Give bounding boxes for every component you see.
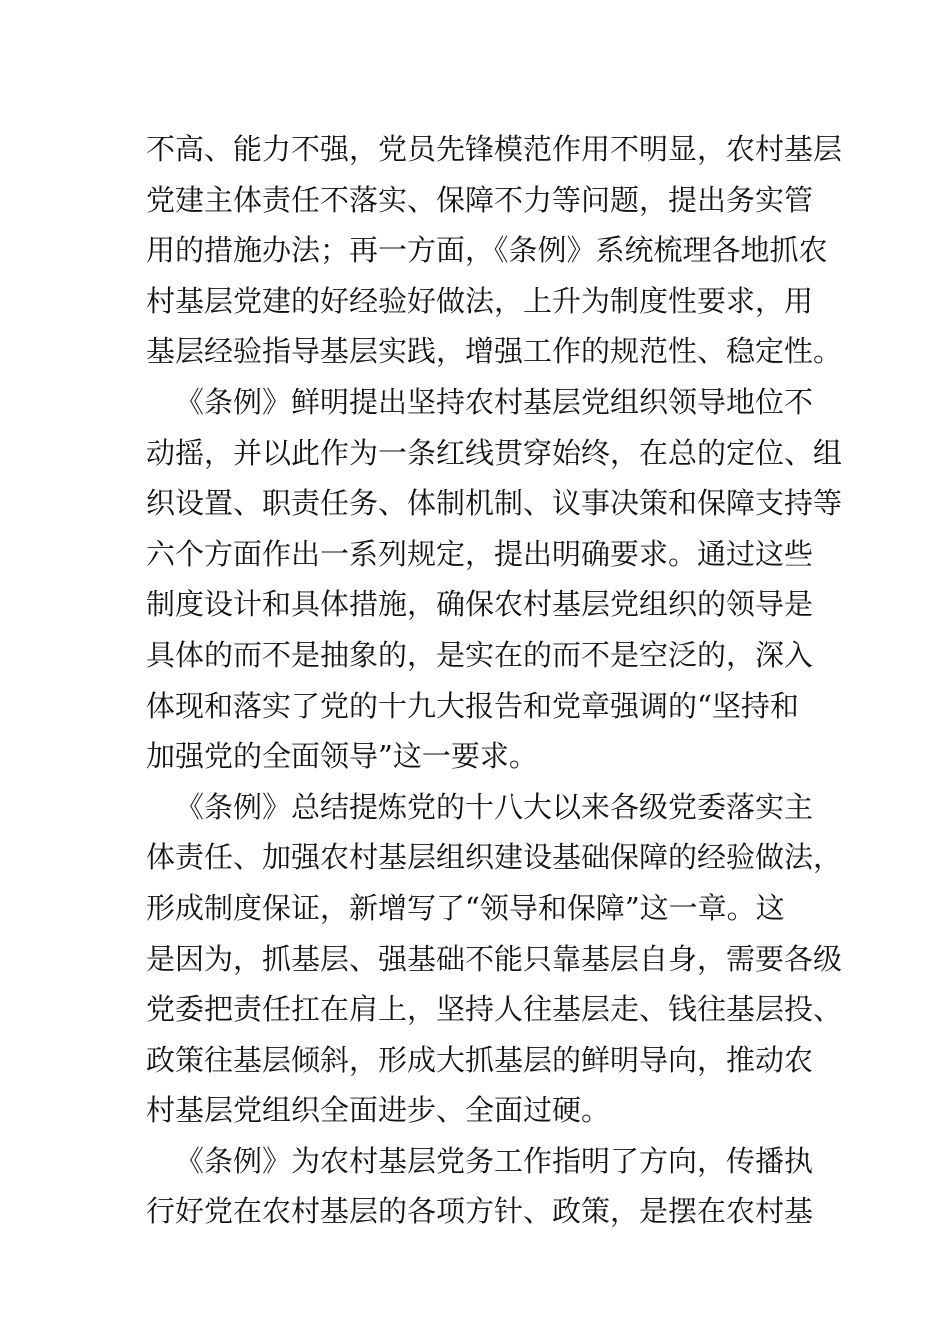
paragraph-start-line: 《条例》为农村基层党务工作指明了方向，传播执 <box>175 1143 814 1178</box>
paragraph-start-line: 《条例》总结提炼党的十八大以来各级党委落实主 <box>175 789 814 824</box>
text-line: 织设置、职责任务、体制机制、议事决策和保障支持等 <box>146 486 843 521</box>
text-line: 村基层党组织全面进步、全面过硬。 <box>146 1093 611 1128</box>
text-line: 村基层党建的好经验好做法，上升为制度性要求，用 <box>146 283 814 318</box>
text-line: 六个方面作出一系列规定，提出明确要求。通过这些 <box>146 536 814 571</box>
text-line: 党委把责任扛在肩上，坚持人往基层走、钱往基层投、 <box>146 992 843 1027</box>
text-line: 体现和落实了党的十九大报告和党章强调的“坚持和 <box>146 688 799 723</box>
text-line: 动摇，并以此作为一条红线贯穿始终，在总的定位、组 <box>146 435 843 470</box>
text-line: 政策往基层倾斜，形成大抓基层的鲜明导向，推动农 <box>146 1042 814 1077</box>
text-line: 形成制度保证，新增写了“领导和保障”这一章。这 <box>146 890 785 925</box>
body-text <box>146 124 843 1237</box>
text-line: 不高、能力不强，党员先锋模范作用不明显，农村基层 <box>146 132 843 166</box>
text-line: 加强党的全面领导”这一要求。 <box>146 739 538 774</box>
text-line: 制度设计和具体措施，确保农村基层党组织的领导是 <box>146 587 814 622</box>
text-line: 党建主体责任不落实、保障不力等问题，提出务实管 <box>146 182 814 217</box>
text-line: 基层经验指导基层实践，增强工作的规范性、稳定性。 <box>146 334 843 369</box>
text-line: 用的措施办法；再一方面，《条例》系统梳理各地抓农 <box>146 233 828 268</box>
paragraph-start-line: 《条例》鲜明提出坚持农村基层党组织领导地位不 <box>175 384 814 419</box>
text-line: 体责任、加强农村基层组织建设基础保障的经验做法， <box>146 840 843 875</box>
text-line: 是因为，抓基层、强基础不能只靠基层自身，需要各级 <box>146 941 843 976</box>
text-line: 具体的而不是抽象的，是实在的而不是空泛的，深入 <box>146 637 814 672</box>
text-line: 行好党在农村基层的各项方针、政策，是摆在农村基 <box>146 1194 814 1229</box>
